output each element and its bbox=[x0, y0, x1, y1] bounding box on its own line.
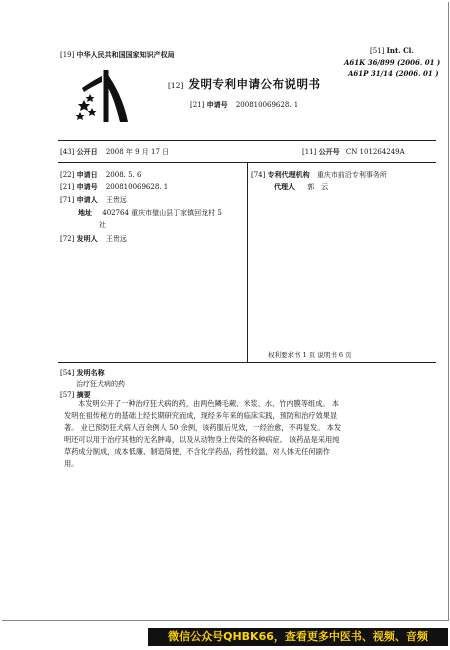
int-cl-2: A61P 31/14 (2006. 01 ) bbox=[348, 69, 439, 78]
filing-code: [22] bbox=[60, 171, 75, 179]
inventor-label: 发明人 bbox=[76, 234, 98, 243]
header-app-no-label: 申请号 bbox=[206, 100, 228, 109]
applicant-label: 申请人 bbox=[76, 195, 98, 204]
rule-3 bbox=[58, 362, 436, 363]
pub-no-line bbox=[302, 147, 405, 157]
agent-label: 代理人 bbox=[274, 182, 295, 191]
watermark-banner: 微信公众号QHBK66，查看更多中医书、视频、音频 bbox=[148, 628, 448, 646]
applicant-line bbox=[60, 195, 127, 205]
int-cl-code: [51] bbox=[370, 47, 385, 55]
filing-line bbox=[60, 170, 141, 180]
header-app-no-code: [21] bbox=[190, 101, 205, 109]
address-label: 地址 bbox=[78, 208, 92, 217]
pub-no-label: 公开号 bbox=[318, 147, 340, 156]
app-label: 申请号 bbox=[76, 182, 98, 191]
abstract-text bbox=[64, 398, 344, 470]
address-line bbox=[78, 208, 222, 218]
pub-date-code: [43] bbox=[60, 148, 75, 156]
applicant: 王贵远 bbox=[105, 196, 127, 204]
agency-code: [74] bbox=[251, 171, 266, 179]
doc-type-code: [12] bbox=[168, 81, 184, 90]
inventor: 王贵远 bbox=[105, 235, 127, 243]
address-line1: 402764 重庆市璧山县丁家镇回龙村 5 bbox=[102, 209, 222, 217]
header-app-no-value: 200810069628. 1 bbox=[235, 101, 299, 109]
app-no: 200810069628. 1 bbox=[105, 183, 169, 191]
abstract-code: [57] bbox=[60, 391, 75, 399]
title-heading bbox=[60, 368, 105, 378]
filing-label: 申请日 bbox=[76, 170, 98, 179]
office-code: [19] bbox=[60, 51, 75, 59]
doc-type: 发明专利申请公布说明书 bbox=[188, 77, 321, 91]
invention-title: 治疗狂犬病的药 bbox=[76, 380, 125, 388]
page-frame bbox=[2, 2, 449, 621]
agent-line bbox=[274, 182, 328, 192]
pub-date-label: 公开日 bbox=[76, 147, 98, 156]
doc-type-line bbox=[168, 73, 321, 92]
title-label: 发明名称 bbox=[76, 368, 105, 377]
column-divider bbox=[247, 163, 248, 363]
abstract-label: 摘要 bbox=[76, 390, 91, 399]
applicant-code: [71] bbox=[60, 196, 75, 204]
agency-line bbox=[251, 170, 387, 180]
filing-date: 2008. 5. 6 bbox=[105, 171, 142, 179]
office-line bbox=[60, 50, 175, 60]
address-line2: 社 bbox=[99, 221, 106, 229]
pub-no: CN 101264249A bbox=[345, 148, 405, 156]
int-cl-1: A61K 36/899 (2006. 01 ) bbox=[344, 58, 441, 67]
cnipa-logo-icon bbox=[76, 66, 132, 126]
office-name: 中华人民共和国国家知识产权局 bbox=[76, 50, 175, 59]
inventor-line bbox=[60, 234, 127, 244]
header-app-no bbox=[190, 100, 298, 110]
abstract-body: 本发明公开了一种治疗狂犬病的药，由两色鳞毛蕨、米浆、水、竹内膜等组成。 本发明在祖传秘方的基础上经长期研究而成，现经多年来的临床实践，预防和治疗效果显著。 业已预防狂犬病人百余例人 50 余例，该药服后见效，一经治愈，不再复发。 本发明还可以用于治疗其他的无名肿毒，以及从动物身上传染的各种病症。 该药品是采用纯草药成分制成，成本低廉、制造简便，不含化学药品，药性较温，对人体无任何副作用。 bbox=[64, 399, 342, 468]
title-code: [54] bbox=[60, 369, 75, 377]
pub-date: 2008 年 9 月 17 日 bbox=[105, 148, 170, 156]
agent: 郭 云 bbox=[307, 183, 329, 191]
agency-label: 专利代理机构 bbox=[267, 170, 310, 179]
inventor-code: [72] bbox=[60, 235, 75, 243]
app-code: [21] bbox=[60, 183, 75, 191]
pub-no-code: [11] bbox=[302, 148, 317, 156]
rule-top bbox=[58, 140, 436, 141]
int-cl-heading bbox=[370, 46, 414, 55]
claims-summary: 权利要求书 1 页 说明书 6 页 bbox=[268, 351, 352, 359]
pub-date-line bbox=[60, 147, 169, 157]
app-line bbox=[60, 182, 168, 192]
int-cl-label: Int. Cl. bbox=[386, 46, 414, 55]
agency-name: 重庆市前沿专利事务所 bbox=[316, 171, 387, 179]
